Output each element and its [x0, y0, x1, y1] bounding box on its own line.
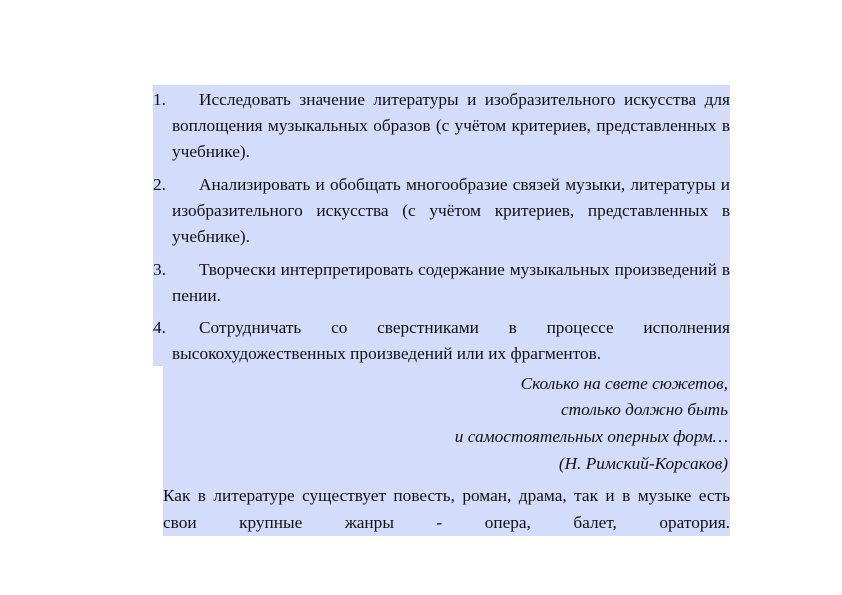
list-item-text: Исследовать значение литературы и изобразительного искусства для воплощения музыкальных образов (с учётом критериев, представленных в учебнике).	[172, 90, 730, 161]
epigraph-author: (Н. Римский-Корсаков)	[558, 454, 728, 473]
list-item-text: Творчески интерпретировать содержание музыкальных произведений в пении.	[172, 260, 730, 305]
epigraph-line-2: столько должно быть	[561, 400, 728, 419]
epigraph-line-1: Сколько на свете сюжетов,	[520, 374, 728, 393]
list-item-4	[153, 315, 730, 367]
list-item-1	[153, 87, 730, 165]
epigraph-line-3: и самостоятельных оперных форм…	[454, 427, 728, 446]
list-item-2	[153, 172, 730, 250]
list-item-3	[153, 257, 730, 309]
list-item-number: 1.	[153, 90, 166, 109]
body-paragraph: Как в литературе существует повесть, роман, драма, так и в музыке есть свои крупные жанры - опера, балет, оратория.	[163, 486, 730, 532]
list-item-number: 4.	[153, 318, 166, 337]
list-item-text: Сотрудничать со сверстниками в процессе исполнения высокохудожественных произведений или их фрагментов.	[172, 318, 730, 363]
list-item-number: 2.	[153, 175, 166, 194]
list-item-text: Анализировать и обобщать многообразие связей музыки, литературы и изобразительного искусства (с учётом критериев, представленных в учебнике).	[172, 175, 730, 246]
list-item-number: 3.	[153, 260, 166, 279]
